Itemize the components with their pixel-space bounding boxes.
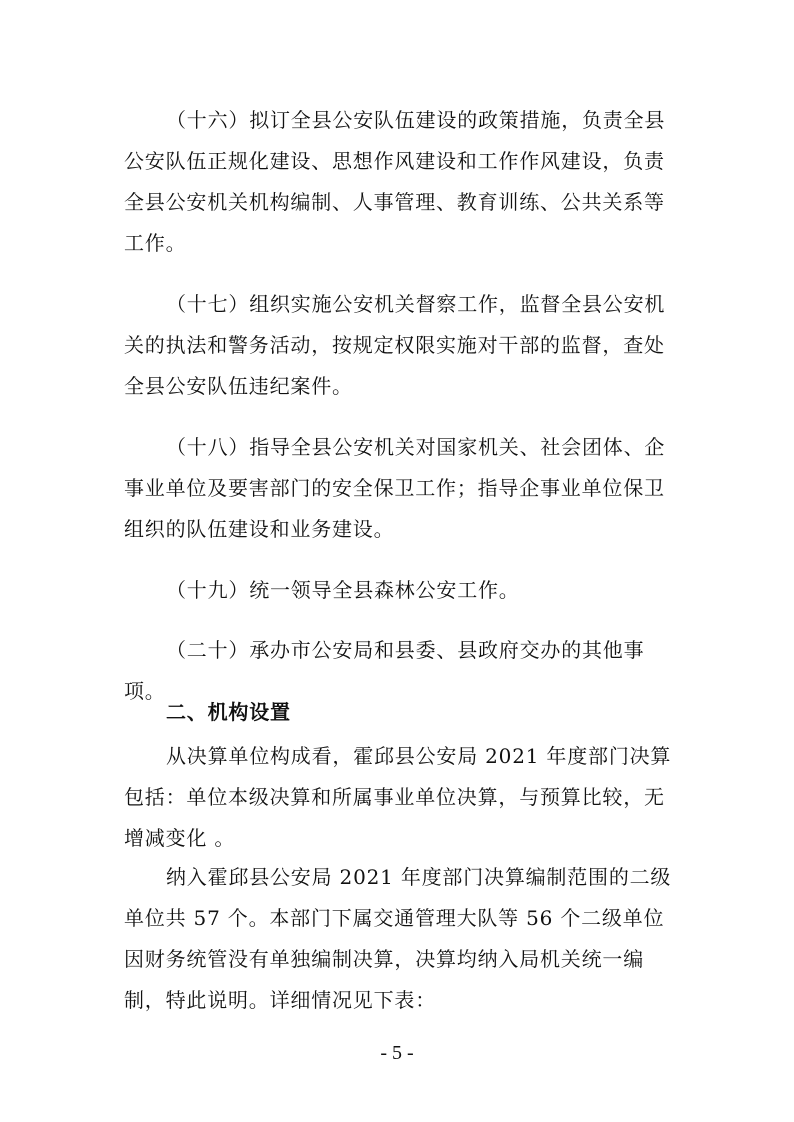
paragraph-item-17: （十七）组织实施公安机关督察工作，监督全县公安机关的执法和警务活动，按规定权限实施对干部的监督，查处全县公安队伍违纪案件。 (124, 292, 666, 398)
section-heading: 二、机构设置 (166, 700, 291, 724)
section-paragraph-scope: 纳入霍邱县公安局 2021 年度部门决算编制范围的二级单位共 57 个。本部门下属交通管理大队等 56 个二级单位因财务统管没有单独编制决算，决算均纳入局机关统一编制，特此说明。详细情况见下表： (124, 865, 672, 1012)
page-number: - 5 - (380, 1042, 414, 1064)
paragraph-item-19: （十九）统一领导全县森林公安工作。 (166, 578, 520, 602)
paragraph-item-18: （十八）指导全县公安机关对国家机关、社会团体、企事业单位及要害部门的安全保卫工作；指导企事业单位保卫组织的队伍建设和业务建设。 (124, 435, 666, 541)
paragraph-item-16: （十六）拟订全县公安队伍建设的政策措施，负责全县公安队伍正规化建设、思想作风建设和工作作风建设，负责全县公安机关机构编制、人事管理、教育训练、公共关系等工作。 (124, 108, 666, 255)
paragraph-item-20: （二十）承办市公安局和县委、县政府交办的其他事项。 (124, 638, 645, 703)
section-paragraph-structure: 从决算单位构成看，霍邱县公安局 2021 年度部门决算包括：单位本级决算和所属事业单位决算，与预算比较，无增减变化 。 (124, 744, 672, 850)
